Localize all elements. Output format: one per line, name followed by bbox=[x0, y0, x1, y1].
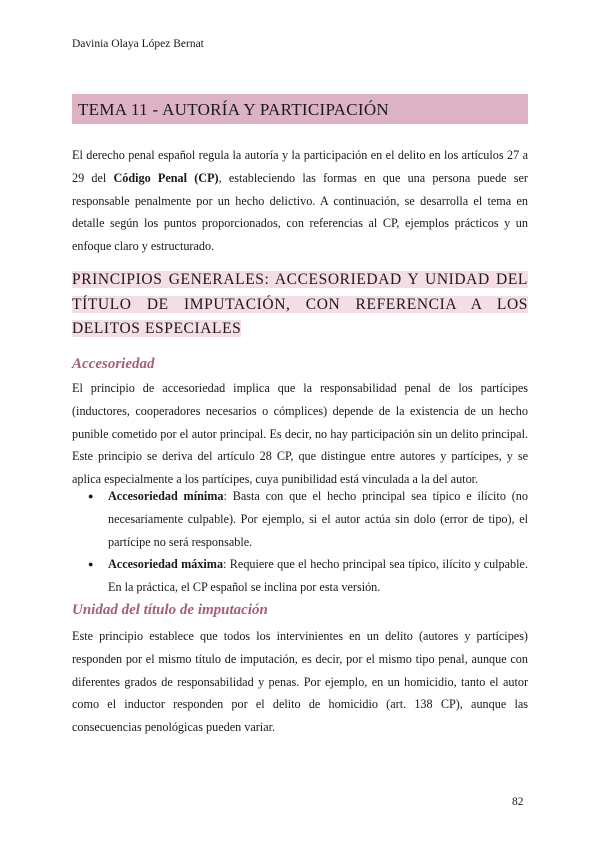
unidad-paragraph: Este principio establece que todos los intervinientes en un delito (autores y partícipes) responden por el mismo título de imputación, es decir, por el mismo tipo penal, aunque con diferentes grados de responsabilidad y penas. Por ejemplo, en un homicidio, tanto el autor como el inductor responden por el delito de homicidio (art. 138 CP), aunque las consecuencias penológicas pueden variar. bbox=[72, 629, 528, 735]
accesoriedad-bullet-list bbox=[88, 485, 528, 599]
bullet-term: Accesoriedad mínima bbox=[108, 489, 224, 503]
intro-bold-term: Código Penal (CP) bbox=[113, 170, 219, 185]
intro-paragraph bbox=[72, 144, 528, 258]
section-heading bbox=[72, 268, 528, 342]
intro-text-1: El derecho penal español regula la autoría y la participación en el delito en los artículos 27 a 29 del bbox=[72, 148, 528, 185]
intro-text-2: , estableciendo las formas en que una persona puede ser responsable penalmente por un hecho delictivo. A continuación, se desarrolla el tema en detalle según los puntos proporcionados, con referencias al CP, ejemplos prácticos y un enfoque claro y estructurado. bbox=[72, 170, 528, 254]
subheading-unidad: Unidad del título de imputación bbox=[72, 602, 268, 618]
subheading-accesoriedad: Accesoriedad bbox=[72, 356, 155, 372]
page-header-author: Davinia Olaya López Bernat bbox=[72, 38, 204, 50]
list-item bbox=[88, 485, 528, 553]
bullet-term: Accesoriedad máxima bbox=[108, 557, 224, 572]
accesoriedad-paragraph: El principio de accesoriedad implica que la responsabilidad penal de los partícipes (inductores, cooperadores necesarios o cómplices) depende de la existencia de un hecho punible cometido por el autor principal. Es decir, no hay participación sin un delito principal. Este principio se deriva del artículo 28 CP, que distingue entre autores y partícipes, y se aplica especialmente a los partícipes, cuya punibilidad está vinculada a la del autor. bbox=[72, 381, 528, 487]
bullet-text: : Basta con que el hecho principal sea típico e ilícito (no necesariamente culpable). Por ejemplo, si el autor actúa sin dolo (error de tipo), el partícipe no será responsable. bbox=[108, 489, 528, 549]
bullet-text: : Requiere que el hecho principal sea típico, ilícito y culpable. En la práctica, el CP español se inclina por esta versión. bbox=[108, 557, 528, 595]
list-item bbox=[88, 553, 528, 599]
section-heading-text: PRINCIPIOS GENERALES: ACCESORIEDAD Y UNIDAD DEL TÍTULO DE IMPUTACIÓN, CON REFERENCIA A LOS DELITOS ESPECIALES bbox=[72, 271, 528, 337]
page-number: 82 bbox=[512, 796, 524, 808]
chapter-title: TEMA 11 - AUTORÍA Y PARTICIPACIÓN bbox=[78, 100, 389, 119]
